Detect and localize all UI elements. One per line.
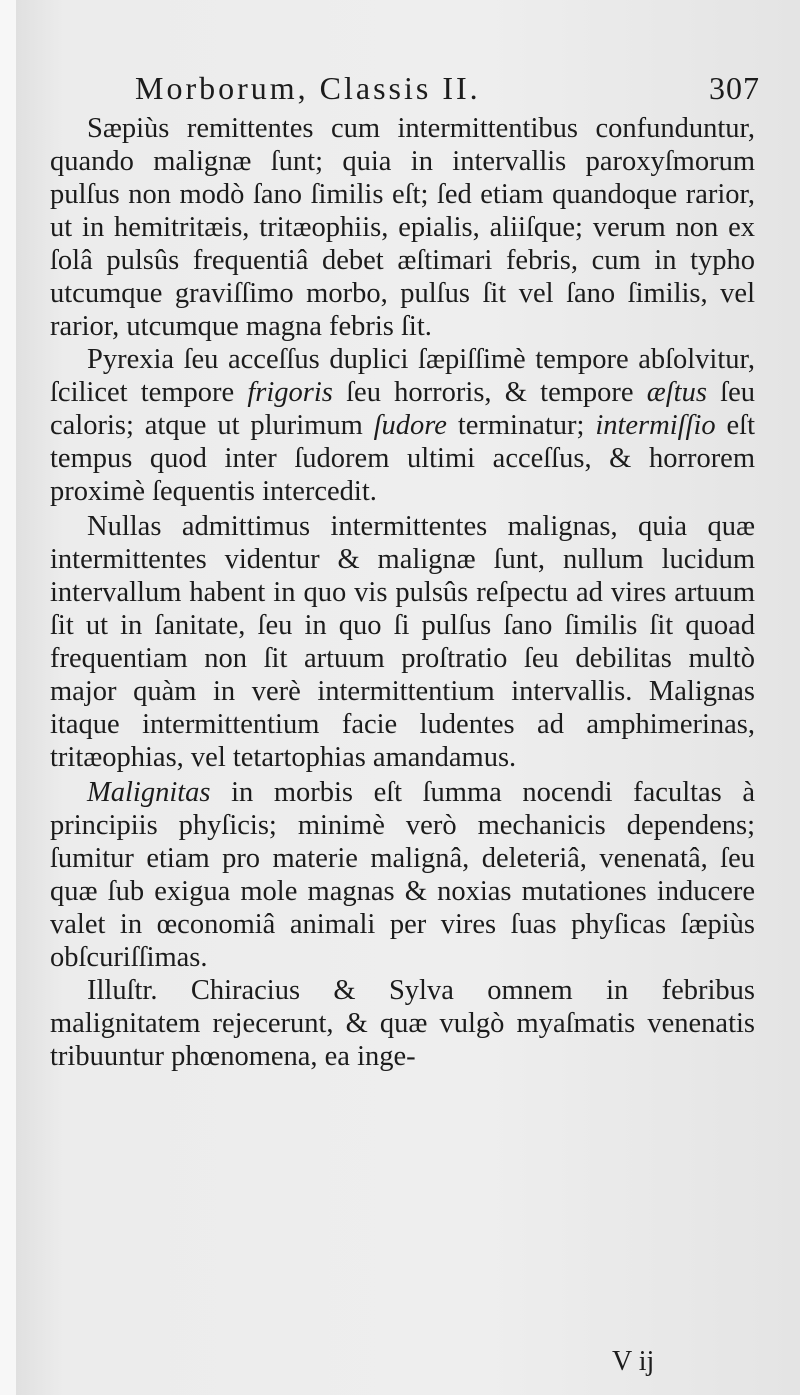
body-text [50, 112, 755, 1073]
paragraph-3: Nullas admittimus intermittentes malignas, quia quæ intermittentes videntur & malignæ ſunt, nullum lucidum intervallum habent in quo vis pulsûs reſpectu ad vires artuum ſit ut in ſanitate, ſeu in quo ſi pulſus ſano ſimilis ſit quoad frequentiam non ſit artuum proſtratio ſeu debilitas multò major quàm in verè intermittentium intervallis. Malignas itaque intermittentium facie ludentes ad amphimerinas, tritæophias, vel tetartophias amandamus. [50, 511, 755, 773]
running-title: Morborum, Classis II. [135, 70, 481, 106]
italic-term: frigoris [247, 377, 333, 408]
signature-mark: V ij [612, 1346, 655, 1377]
italic-term: æſtus [646, 377, 707, 408]
italic-term: intermiſſio [595, 410, 716, 441]
page-number: 307 [709, 70, 760, 106]
page-gutter [0, 0, 16, 1395]
paragraph-4: Malignitas in morbis eſt ſumma nocendi facultas à principiis phyſicis; minimè verò mechanicis dependens; ſumitur etiam pro materie malignâ, deleteriâ, venenatâ, ſeu quæ ſub exigua mole magnas & noxias mutationes inducere valet in œconomiâ animali per vires ſuas phyſicas ſæpiùs obſcuriſſimas. [50, 777, 755, 973]
paragraph-2: Pyrexia ſeu acceſſus duplici ſæpiſſimè tempore abſolvitur, ſcilicet tempore frigoris ſeu horroris, & tempore æſtus ſeu caloris; atque ut plurimum ſudore terminatur; intermiſſio eſt tempus quod inter ſudorem ultimi acceſſus, & horrorem proximè ſequentis intercedit. [50, 344, 755, 507]
paragraph-1: Sæpiùs remittentes cum intermittentibus confunduntur, quando malignæ ſunt; quia in intervallis paroxyſmorum pulſus non modò ſano ſimilis eſt; ſed etiam quandoque rarior, ut in hemitritæis, tritæophiis, epialis, aliiſque; verum non ex ſolâ pulsûs frequentiâ debet æſtimari febris, cum in typho utcumque graviſſimo morbo, pulſus ſit vel ſano ſimilis, vel rarior, utcumque magna febris ſit. [50, 113, 755, 342]
italic-term: Malignitas [87, 777, 211, 808]
italic-term: ſudore [373, 410, 447, 441]
paragraph-5: Illuſtr. Chiracius & Sylva omnem in febribus malignitatem rejecerunt, & quæ vulgò myaſmatis venenatis tribuuntur phœnomena, ea inge- [50, 975, 755, 1072]
